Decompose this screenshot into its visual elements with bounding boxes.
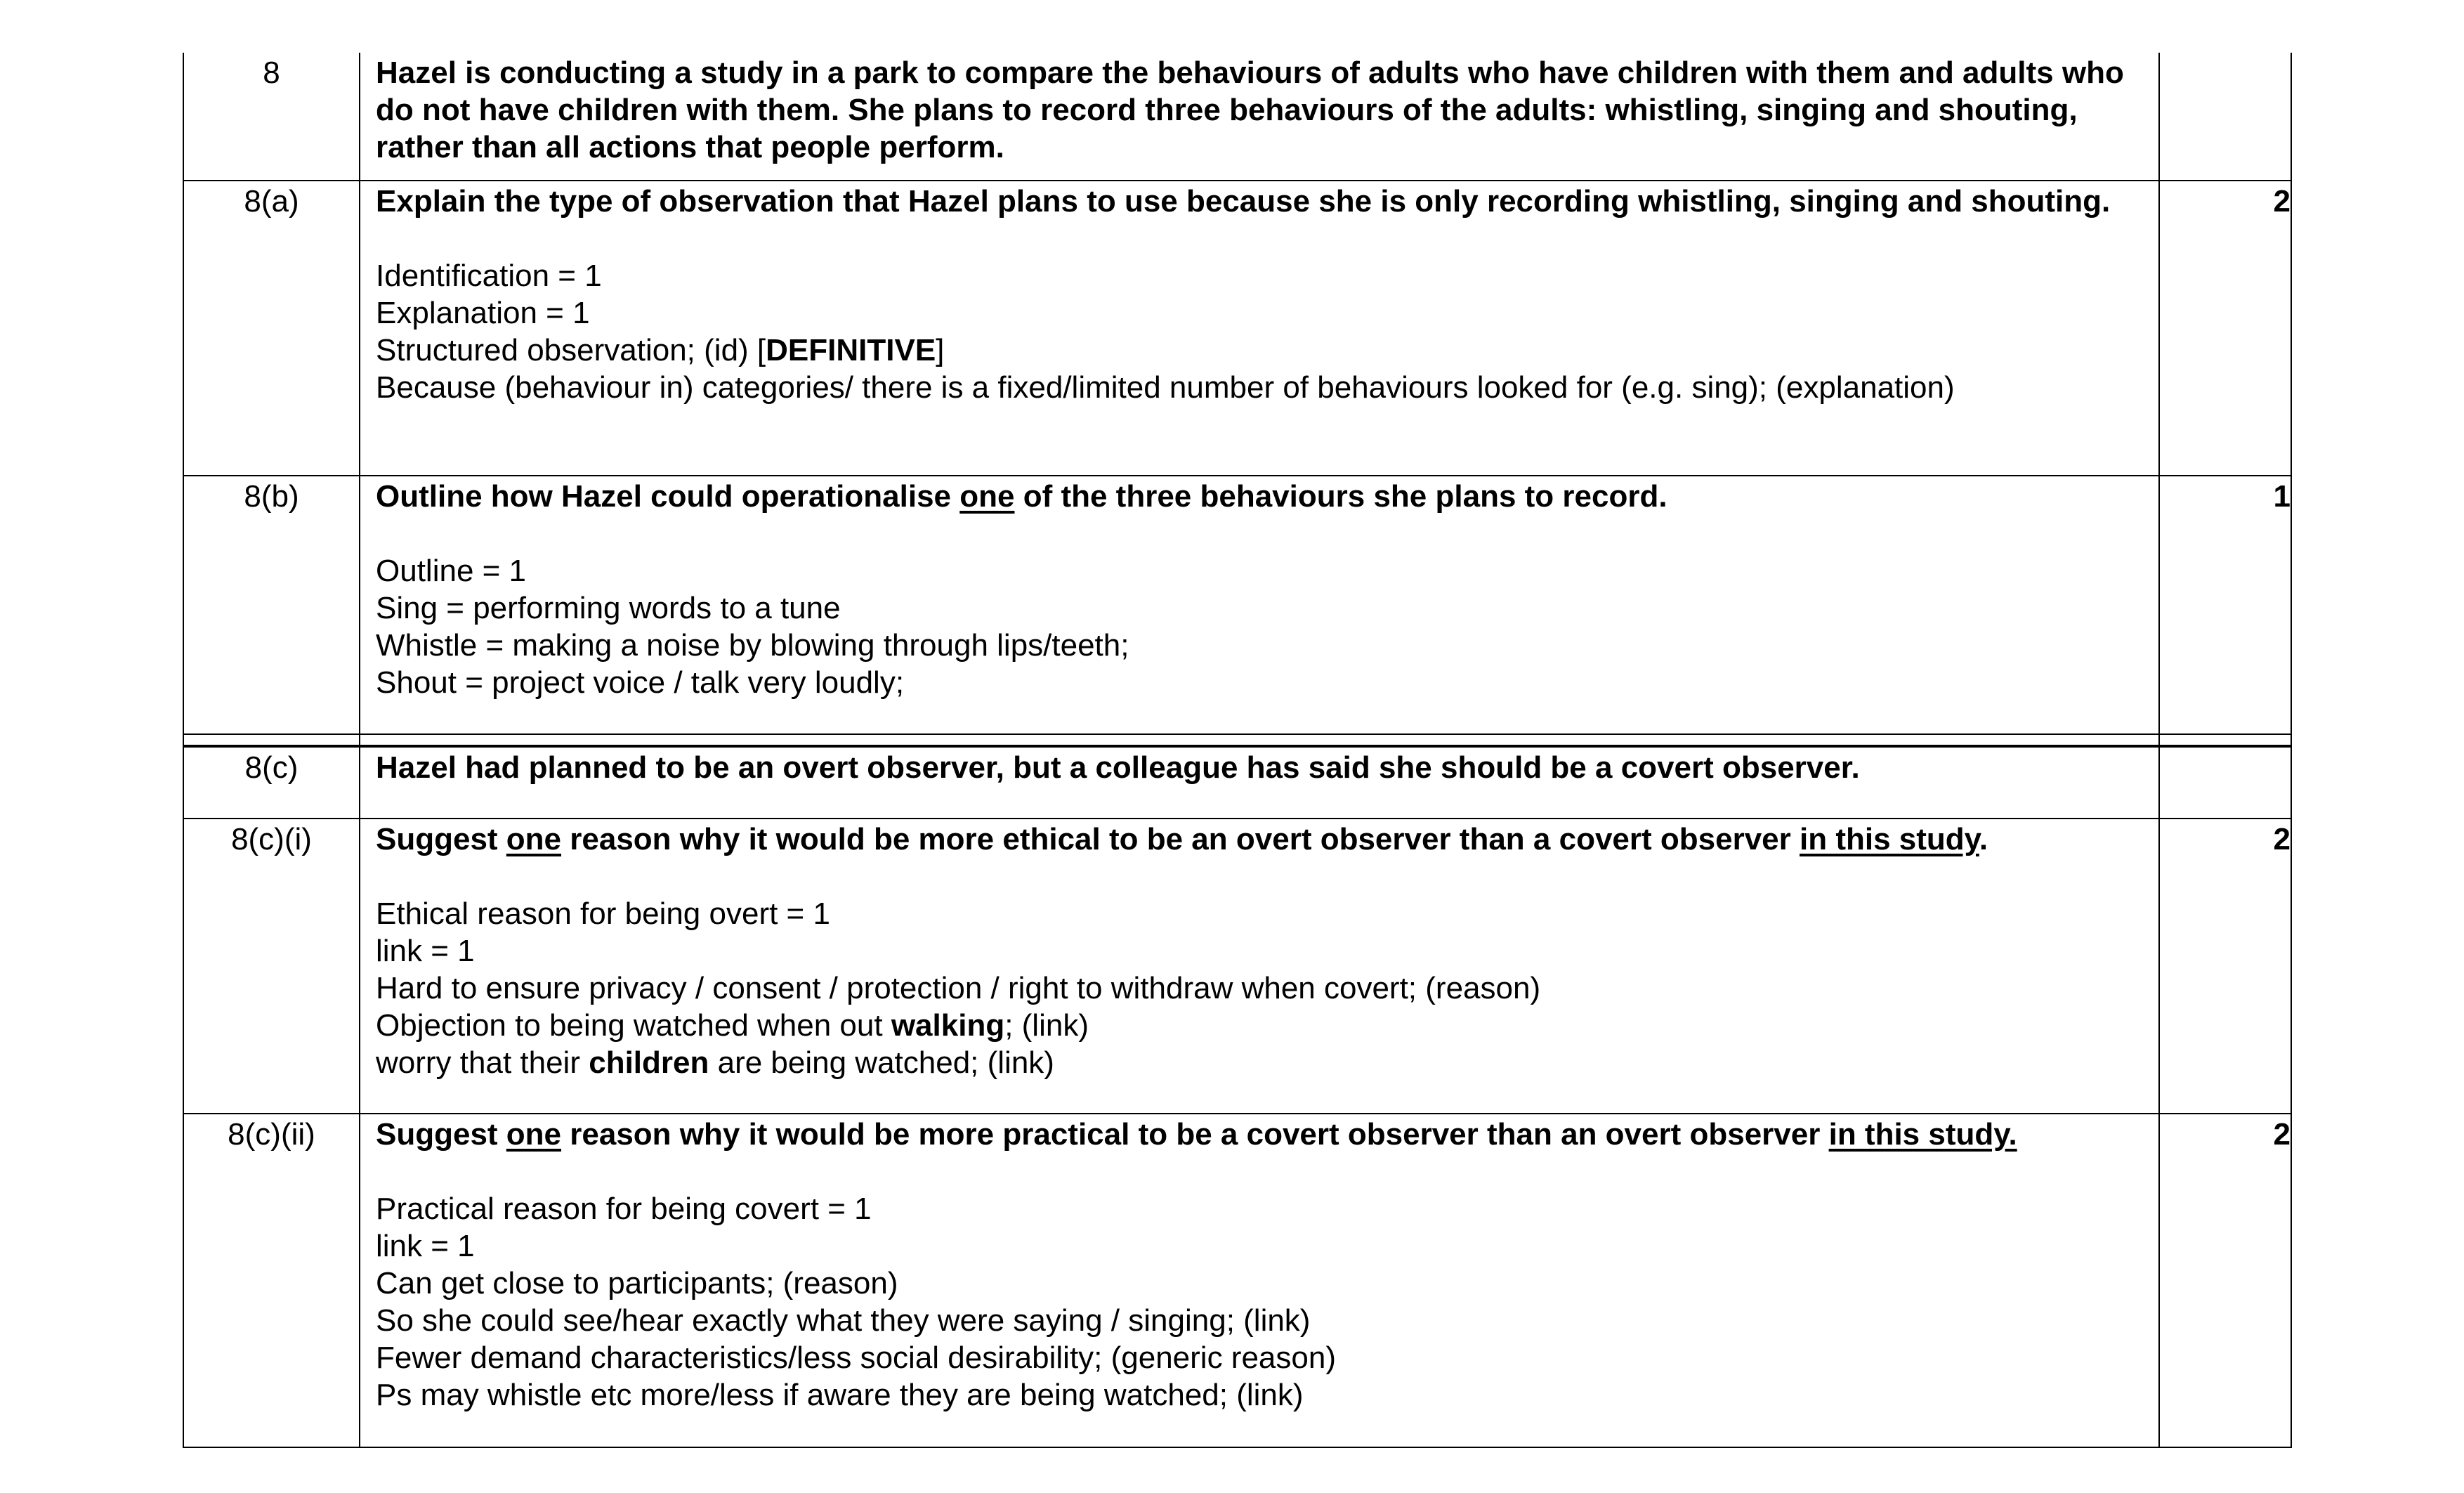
marks-cell: [2159, 53, 2291, 181]
mark-guidance-line: link = 1: [376, 934, 475, 968]
question-text: Explain the type of observation that Hazel plans to use because she is only recording whistling, singing and shouting.: [376, 184, 2111, 219]
question-number: 8(b): [183, 476, 360, 734]
answer-line: Sing = performing words to a tune: [376, 591, 841, 625]
question-text: Outline how Hazel could operationalise one of the three behaviours she plans to record.: [376, 479, 1667, 514]
answer-line: Fewer demand characteristics/less social desirability; (generic reason): [376, 1341, 1336, 1375]
mark-guidance-line: link = 1: [376, 1229, 475, 1263]
marks-cell: [2159, 819, 2291, 1114]
marks-value: 2: [2273, 1117, 2291, 1152]
question-number: 8(c)(i): [183, 819, 360, 1114]
question-row-8a: [183, 181, 2291, 476]
answer-line: Whistle = making a noise by blowing through lips/teeth;: [376, 628, 1129, 663]
question-body: [360, 819, 2159, 1114]
answer-line: worry that their children are being watched; (link): [376, 1045, 1054, 1080]
question-text: Suggest one reason why it would be more practical to be a covert observer than an overt observer in this study.: [376, 1117, 2017, 1152]
question-number: 8(c)(ii): [183, 1114, 360, 1447]
marks-cell: [2159, 181, 2291, 476]
answer-line: So she could see/hear exactly what they were saying / singing; (link): [376, 1303, 1311, 1338]
answer-line: Can get close to participants; (reason): [376, 1266, 898, 1300]
question-text: Hazel is conducting a study in a park to compare the behaviours of adults who have children with them and adults who do not have children with them. She plans to record three behaviours of the adults: whistling, singing and shouting, rather than all actions that people perform.: [376, 56, 2124, 164]
mark-scheme-sheet: [183, 53, 2291, 1447]
question-number: 8(c): [183, 746, 360, 819]
question-row-8cii: [183, 1114, 2291, 1447]
marks-value: 2: [2273, 822, 2291, 856]
answer-line: Ps may whistle etc more/less if aware they are being watched; (link): [376, 1378, 1304, 1412]
question-text: Hazel had planned to be an overt observer, but a colleague has said she should be a covert observer.: [376, 750, 1860, 785]
marks-value: 1: [2273, 479, 2291, 514]
question-row-8ci: [183, 819, 2291, 1114]
marks-cell: [2159, 476, 2291, 734]
question-body: [360, 1114, 2159, 1447]
question-stem: [360, 53, 2159, 181]
mark-scheme-table: [183, 53, 2292, 1448]
question-number: 8: [183, 53, 360, 181]
question-stem: [360, 746, 2159, 819]
answer-line: Objection to being watched when out walking; (link): [376, 1008, 1089, 1043]
mark-guidance-line: Outline = 1: [376, 554, 527, 588]
answer-line: Because (behaviour in) categories/ there is a fixed/limited number of behaviours looked for (e.g. sing); (explanation): [376, 370, 1955, 405]
question-number: 8(a): [183, 181, 360, 476]
question-body: [360, 181, 2159, 476]
answer-line: Hard to ensure privacy / consent / protection / right to withdraw when covert; (reason): [376, 971, 1541, 1005]
marks-value: 2: [2273, 184, 2291, 219]
mark-guidance-line: Ethical reason for being overt = 1: [376, 897, 830, 931]
definitive-label: DEFINITIVE: [766, 333, 936, 367]
marks-cell: [2159, 746, 2291, 819]
question-body: [360, 476, 2159, 734]
mark-guidance-line: Identification = 1: [376, 259, 602, 293]
question-row-8c: [183, 746, 2291, 819]
answer-line: Structured observation; (id) [DEFINITIVE]: [376, 333, 945, 367]
row-separator: [183, 734, 2291, 746]
question-text: Suggest one reason why it would be more ethical to be an overt observer than a covert observer in this study.: [376, 822, 1988, 856]
question-row-8: [183, 53, 2291, 181]
marks-cell: [2159, 1114, 2291, 1447]
mark-guidance-line: Explanation = 1: [376, 296, 590, 330]
mark-guidance-line: Practical reason for being covert = 1: [376, 1192, 872, 1226]
question-row-8b: [183, 476, 2291, 734]
answer-line: Shout = project voice / talk very loudly;: [376, 665, 905, 700]
